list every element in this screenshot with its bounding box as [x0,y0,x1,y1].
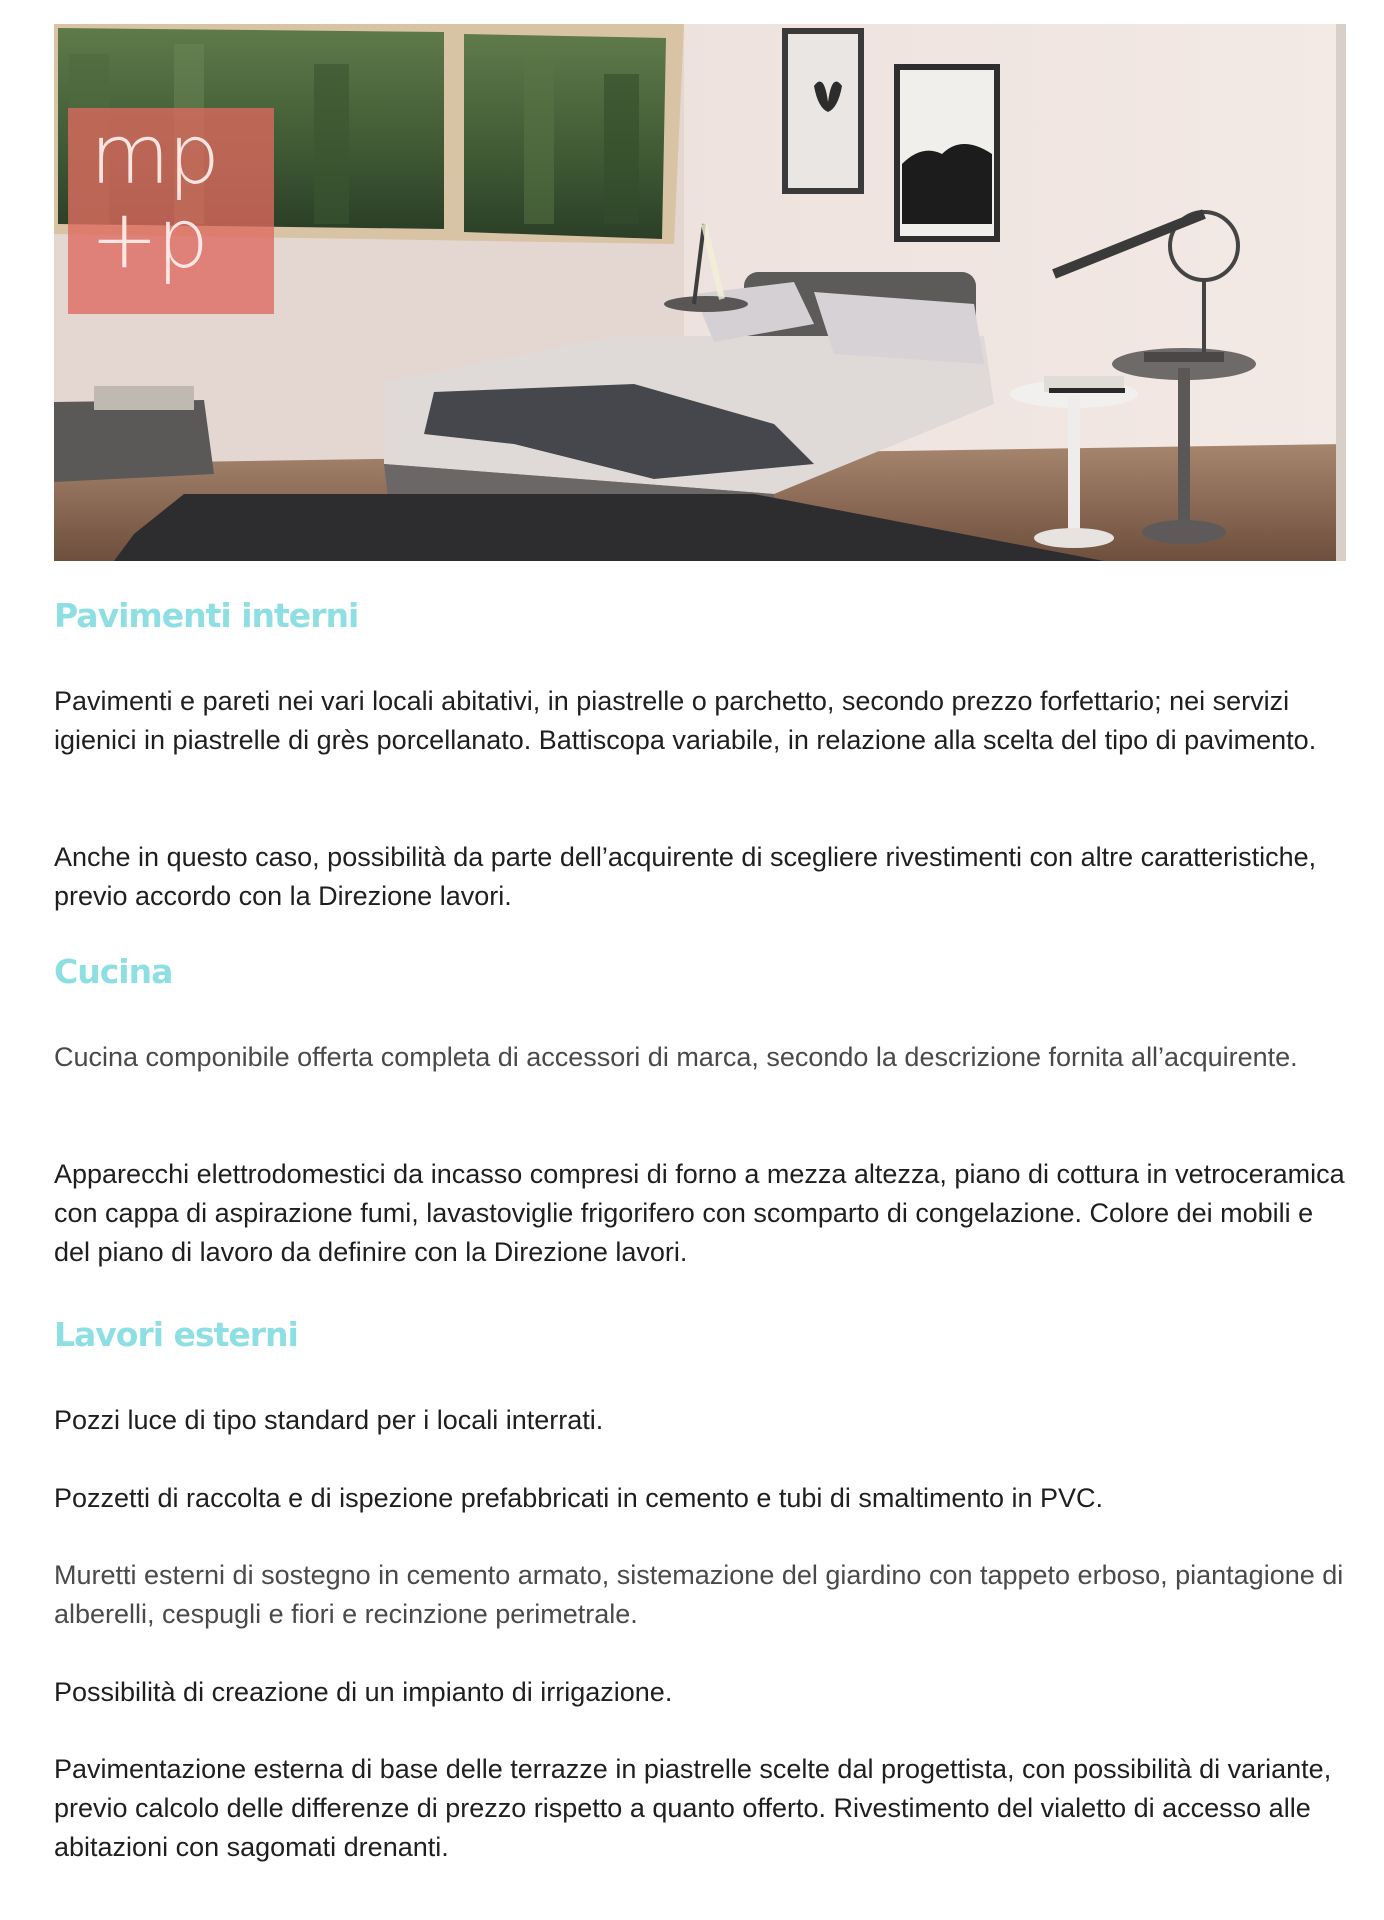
paragraph-lavori-5: Pavimentazione esterna di base delle terrazze in piastrelle scelte dal progettista, con possibilità di variante, previo calcolo delle differenze di prezzo rispetto a quanto offerto. Rivestimento del vialetto di accesso alle abitazioni con sagomati drenanti. [54,1754,1332,1862]
paragraph-pavimenti-2: Anche in questo caso, possibilità da parte dell’acquirente di scegliere rivestimenti con altre caratteristiche, previo accordo con la Direzione lavori. [54,842,1317,911]
section-title-cucina: Cucina [54,952,173,991]
logo-line-1: mp [90,108,218,203]
logo-line-2: +p [90,192,207,287]
mp-p-logo [68,108,274,314]
paragraph-cucina-1: Cucina componibile offerta completa di accessori di marca, secondo la descrizione fornita all’acquirente. [54,1042,1298,1072]
section-title-pavimenti: Pavimenti interni [54,596,359,635]
paragraph-lavori-4: Possibilità di creazione di un impianto di irrigazione. [54,1677,673,1707]
paragraph-cucina-2: Apparecchi elettrodomestici da incasso compresi di forno a mezza altezza, piano di cottura in vetroceramica con cappa di aspirazione fumi, lavastoviglie frigorifero con scomparto di congelazione. Colore dei mobili e del piano di lavoro da definire con la Direzione lavori. [54,1159,1345,1267]
bedroom-render-image [54,24,1346,561]
paragraph-lavori-1: Pozzi luce di tipo standard per i locali interrati. [54,1405,604,1435]
paragraph-pavimenti-1: Pavimenti e pareti nei vari locali abitativi, in piastrelle o parchetto, secondo prezzo forfettario; nei servizi igienici in piastrelle di grès porcellanato. Battiscopa variabile, in relazione alla scelta del tipo di pavimento. [54,686,1317,755]
logo-wordmark [90,108,218,287]
paragraph-lavori-2: Pozzetti di raccolta e di ispezione prefabbricati in cemento e tubi di smaltimento in PVC. [54,1483,1104,1513]
section-title-lavori-esterni: Lavori esterni [54,1315,298,1354]
paragraph-lavori-3: Muretti esterni di sostegno in cemento armato, sistemazione del giardino con tappeto erboso, piantagione di alberelli, cespugli e fiori e recinzione perimetrale. [54,1560,1344,1629]
